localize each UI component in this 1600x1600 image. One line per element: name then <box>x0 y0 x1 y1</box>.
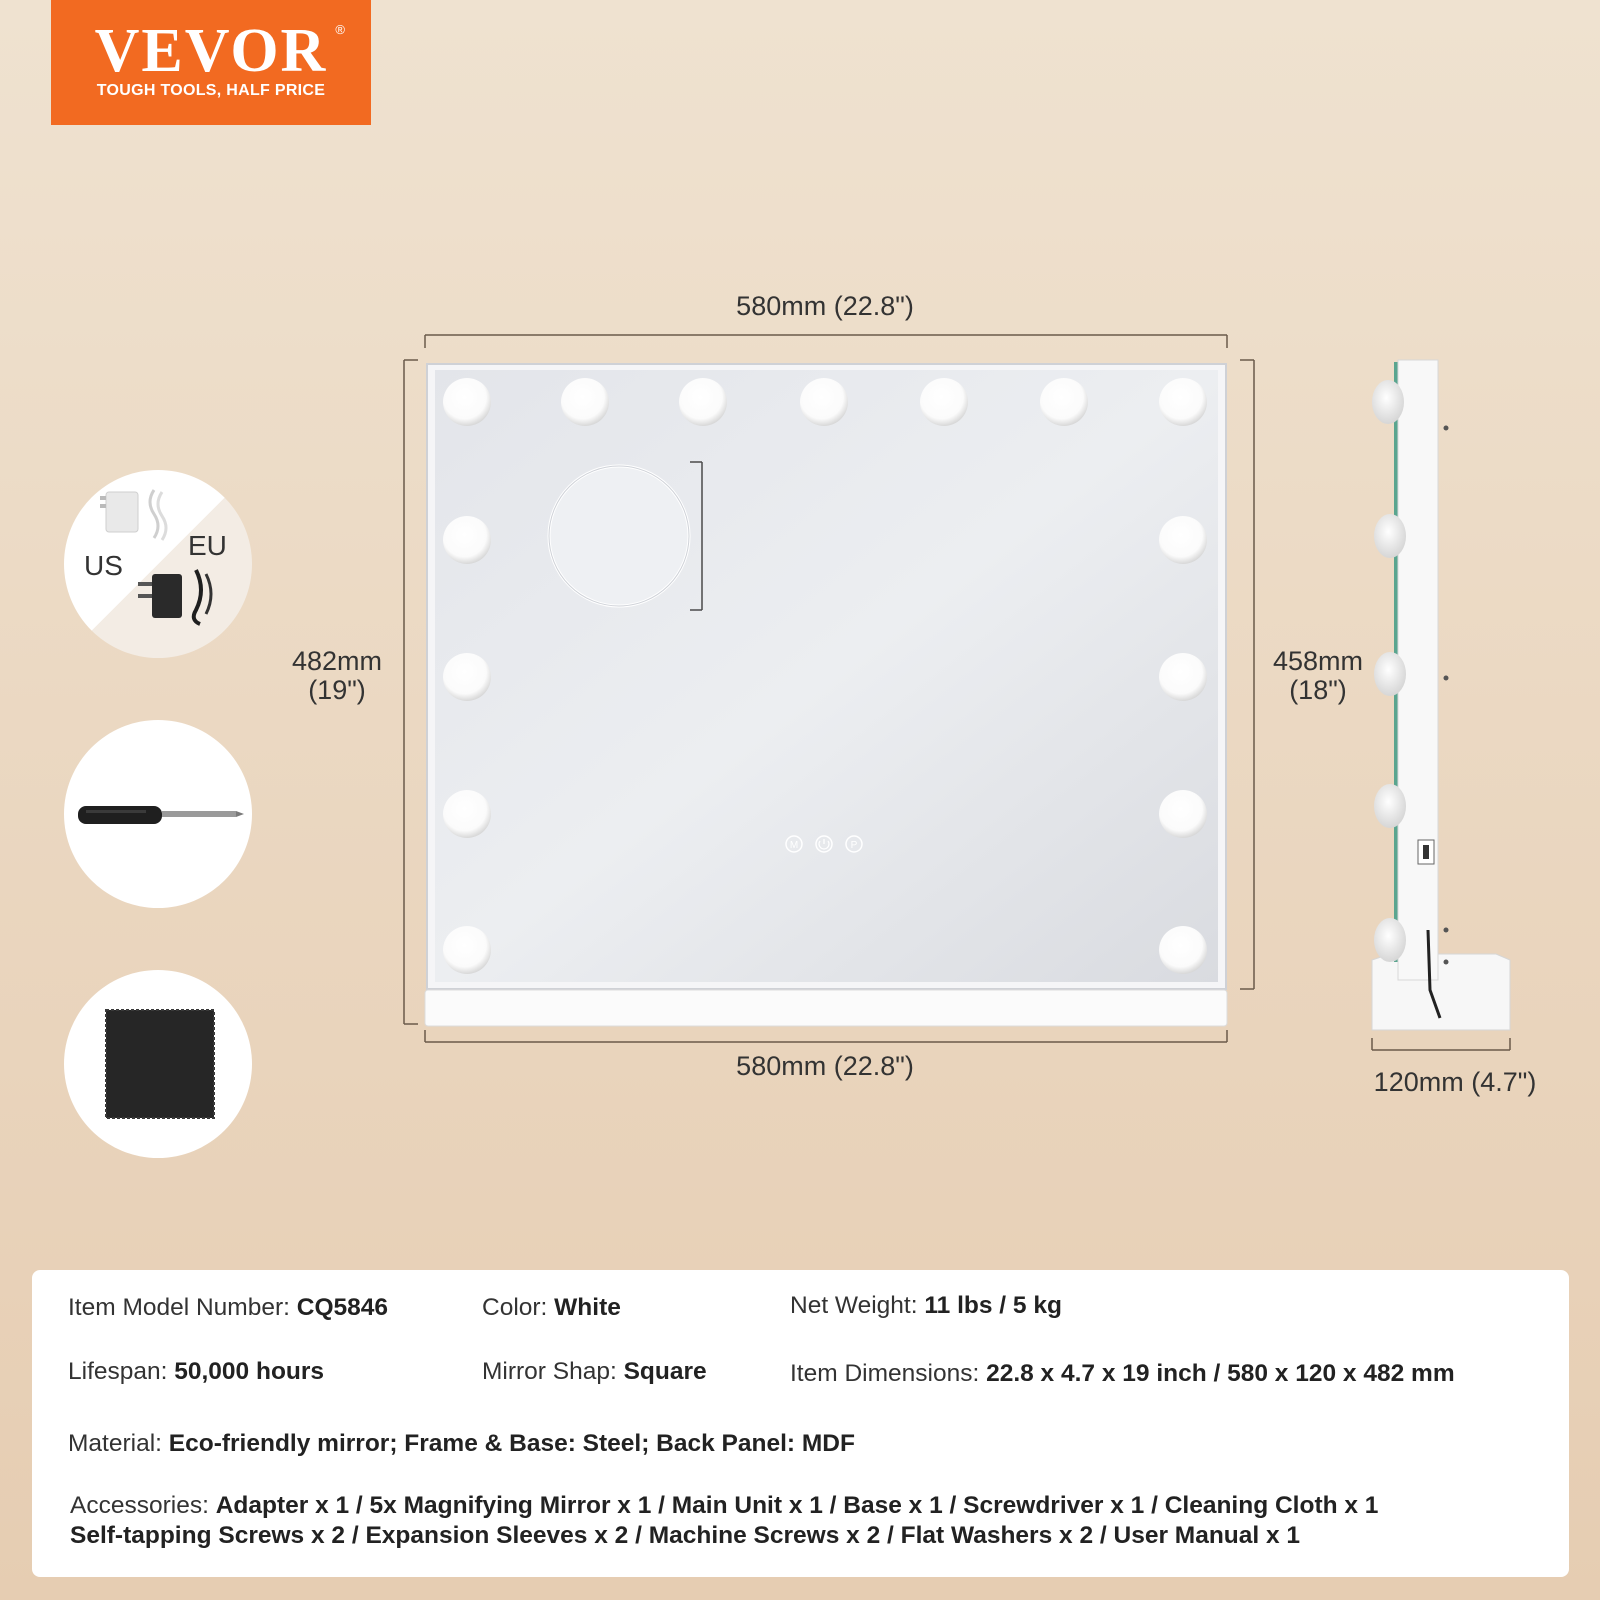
logo-tagline: TOUGH TOOLS, HALF PRICE <box>96 82 326 99</box>
cloth-circle <box>64 970 252 1158</box>
logo-brand: VEVOR <box>94 17 328 85</box>
vevor-logo <box>51 0 371 125</box>
dim-bottom-width: 580mm (22.8") <box>736 1051 914 1081</box>
screwdriver-circle <box>64 720 252 908</box>
mirror-side-view <box>1360 350 1540 1060</box>
spec-accessories-line2: Self-tapping Screws x 2 / Expansion Sleeves x 2 / Machine Screws x 2 / Flat Washers x 2 / User Manual x 1 <box>70 1522 1301 1549</box>
specifications-card <box>32 1270 1569 1577</box>
dim-right-height-mm: 458mm <box>1272 646 1364 676</box>
spec-accessories-line1: Accessories: Adapter x 1 / 5x Magnifying Mirror x 1 / Main Unit x 1 / Base x 1 / Screwdriver x 1 / Cleaning Cloth x 1 <box>70 1492 1379 1519</box>
spec-weight: Net Weight: 11 lbs / 5 kg <box>790 1292 1062 1319</box>
adapter-eu-label: EU <box>188 530 227 561</box>
cleaning-cloth-icon <box>64 970 252 1158</box>
spec-material: Material: Eco-friendly mirror; Frame & Base: Steel; Back Panel: MDF <box>68 1430 855 1457</box>
adapter-circle <box>64 470 252 658</box>
dim-left-height-mm: 482mm <box>291 646 383 676</box>
spec-dimensions: Item Dimensions: 22.8 x 4.7 x 19 inch / 580 x 120 x 482 mm <box>790 1360 1455 1387</box>
spec-model: Item Model Number: CQ5846 <box>68 1294 389 1321</box>
dim-top-width: 580mm (22.8") <box>736 291 914 321</box>
spec-color: Color: White <box>482 1294 621 1321</box>
dim-left-height-in: (19") <box>308 675 366 705</box>
dim-right-height-in: (18") <box>1289 675 1347 705</box>
logo-registered-mark: ® <box>335 22 345 37</box>
spec-shape: Mirror Shap: Square <box>482 1358 707 1385</box>
screwdriver-icon <box>64 720 252 908</box>
mirror-front-view <box>390 330 1270 1050</box>
dim-depth: 120mm (4.7") <box>1373 1067 1537 1097</box>
spec-lifespan: Lifespan: 50,000 hours <box>68 1358 325 1385</box>
svg-text:M: M <box>789 840 799 851</box>
svg-text:P: P <box>850 840 858 851</box>
adapter-us-label: US <box>84 550 123 581</box>
